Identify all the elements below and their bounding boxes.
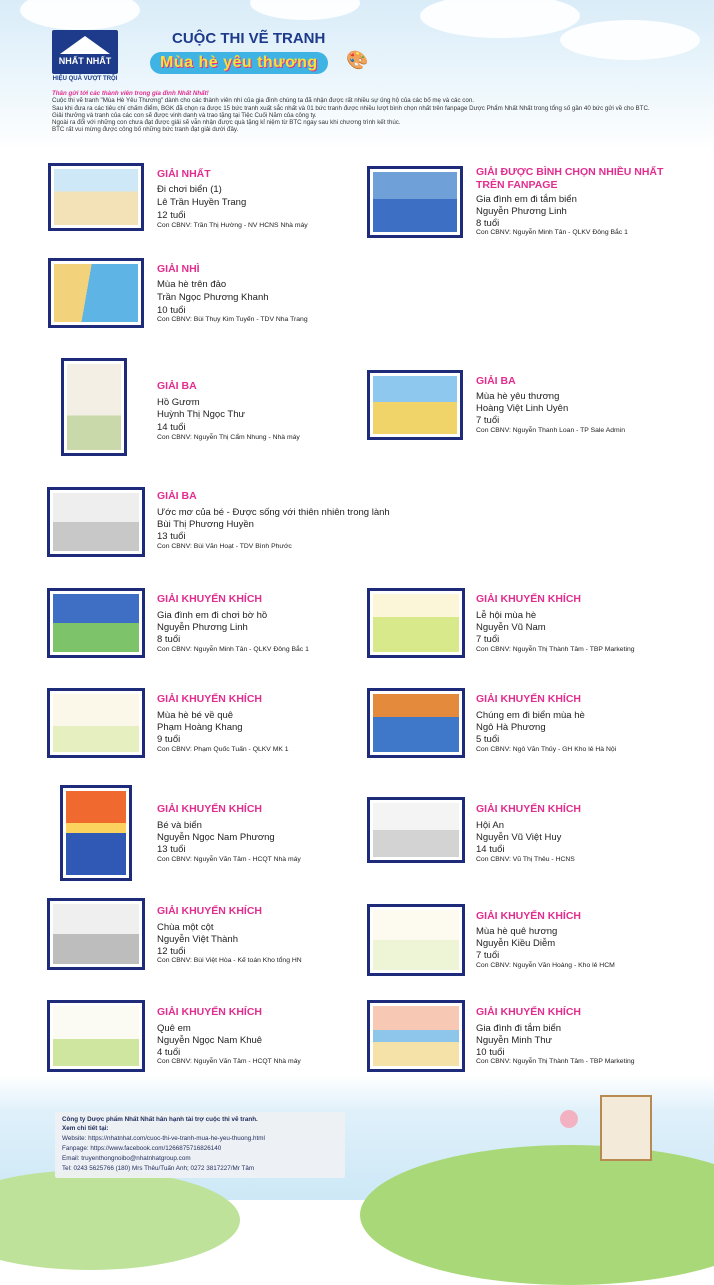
details-label: Xem chi tiết tại: [62, 1125, 109, 1132]
artist-name: Nguyễn Ngọc Nam Khuê [157, 1035, 263, 1046]
parent-info: Con CBNV: Nguyễn Văn Hoàng - Kho lẻ HCM [476, 962, 615, 969]
artwork-thumbnail[interactable] [60, 785, 132, 881]
intro-line: Cuộc thi vẽ tranh "Mùa Hè Yêu Thương" dành cho các thành viên nhí của gia đình chúng ta đã nhận được rất nhiều sự ủng hộ của các bố mẹ và các con. [52, 97, 475, 105]
artwork-title: Mùa hè bé về quê [157, 710, 234, 721]
artwork-thumbnail[interactable] [367, 688, 465, 758]
cloud [420, 0, 580, 38]
intro-line: BTC rất vui mừng được công bố những bức tranh đạt giải dưới đây. [52, 126, 239, 134]
artist-name: Huỳnh Thị Ngọc Thư [157, 409, 245, 420]
artist-name: Nguyễn Phương Linh [157, 622, 248, 633]
prize-label: GIẢI KHUYẾN KHÍCH [476, 593, 582, 605]
artwork-title: Chúng em đi biển mùa hè [476, 710, 585, 721]
prize-label: GIẢI BA [157, 380, 197, 392]
brand-name: NHẤT NHẤT [58, 56, 112, 66]
artwork-thumbnail[interactable] [367, 904, 465, 976]
artist-name: Ngô Hà Phương [476, 722, 546, 733]
cloud [20, 0, 140, 30]
artist-age: 7 tuổi [476, 950, 500, 961]
prize-label: GIẢI KHUYẾN KHÍCH [157, 693, 263, 705]
parent-info: Con CBNV: Nguyễn Văn Tâm - HCQT Nhà máy [157, 856, 301, 863]
artist-name: Nguyễn Kiều Diễm [476, 938, 556, 949]
artwork-thumbnail[interactable] [61, 358, 127, 456]
artist-age: 13 tuổi [157, 531, 186, 542]
logo-emblem [52, 30, 118, 74]
artist-age: 10 tuổi [157, 305, 186, 316]
parent-info: Con CBNV: Ngô Văn Thủy - GH Kho lẻ Hà Nội [476, 746, 617, 753]
artwork-thumbnail[interactable] [367, 166, 463, 238]
artist-age: 12 tuổi [157, 210, 186, 221]
website-link[interactable]: Website: https://nhatnhat.com/cuoc-thi-ve-tranh-mua-he-yeu-thuong.html [62, 1135, 265, 1142]
parent-info: Con CBNV: Nguyễn Văn Tâm - HCQT Nhà máy [157, 1058, 301, 1065]
brand-slogan: HIỆU QUẢ VƯỢT TRỘI [52, 76, 118, 82]
phone-info: Tel: 0243 5625766 (180) Mrs Thêu/Tuấn Anh; 0272 3817227/Mr Tâm [62, 1165, 255, 1172]
parent-info: Con CBNV: Bùi Văn Hoạt - TDV Bình Phước [157, 543, 292, 550]
parent-info: Con CBNV: Nguyễn Thị Thành Tâm - TBP Marketing [476, 646, 635, 653]
parent-info: Con CBNV: Nguyễn Thanh Loan - TP Sale Admin [476, 427, 625, 434]
artwork-title: Gia đình đi tắm biển [476, 1023, 562, 1034]
brand-logo[interactable] [52, 30, 118, 88]
hill [360, 1145, 714, 1285]
cloud [250, 0, 360, 20]
artist-age: 10 tuổi [476, 1047, 505, 1058]
prize-label: GIẢI KHUYẾN KHÍCH [157, 1006, 263, 1018]
prize-label: GIẢI NHÌ [157, 263, 200, 275]
artist-name: Hoàng Việt Linh Uyên [476, 403, 569, 414]
artwork-title: Hồ Gươm [157, 397, 200, 408]
prize-label: GIẢI KHUYẾN KHÍCH [476, 910, 582, 922]
artist-name: Nguyễn Ngọc Nam Phương [157, 832, 275, 843]
prize-label: GIẢI NHẤT [157, 168, 211, 180]
artist-age: 9 tuổi [157, 734, 181, 745]
artwork-title: Gia đình em đi chơi bờ hồ [157, 610, 268, 621]
artist-name: Phạm Hoàng Khang [157, 722, 243, 733]
artwork-thumbnail[interactable] [47, 688, 145, 758]
artist-age: 4 tuổi [157, 1047, 181, 1058]
mountain-icon [60, 36, 110, 54]
prize-label: GIẢI BA [157, 490, 197, 502]
artwork-title: Mùa hè quê hương [476, 926, 558, 937]
artwork-title: Lễ hội mùa hè [476, 610, 537, 621]
artwork-thumbnail[interactable] [47, 588, 145, 658]
artist-age: 7 tuổi [476, 634, 500, 645]
artwork-thumbnail[interactable] [47, 487, 145, 557]
prize-label: GIẢI KHUYẾN KHÍCH [476, 693, 582, 705]
artwork-title: Quê em [157, 1023, 191, 1034]
artist-name: Nguyễn Minh Thư [476, 1035, 552, 1046]
intro-greeting: Thân gửi tới các thành viên trong gia đình Nhất Nhất! [52, 90, 209, 97]
palette-icon: 🎨 [346, 50, 369, 70]
artist-age: 5 tuổi [476, 734, 500, 745]
parent-info: Con CBNV: Nguyễn Thị Cẩm Nhung - Nhà máy [157, 434, 300, 441]
prize-label-line2: TRÊN FANPAGE [476, 179, 558, 191]
parent-info: Con CBNV: Nguyễn Minh Tân - QLKV Đông Bắc 1 [157, 646, 309, 653]
artwork-thumbnail[interactable] [367, 588, 465, 658]
artwork-thumbnail[interactable] [48, 163, 144, 231]
prize-label: GIẢI ĐƯỢC BÌNH CHỌN NHIỀU NHẤT [476, 166, 664, 178]
prize-label: GIẢI KHUYẾN KHÍCH [476, 1006, 582, 1018]
prize-label: GIẢI KHUYẾN KHÍCH [157, 803, 263, 815]
artist-age: 7 tuổi [476, 415, 500, 426]
artwork-title: Hội An [476, 820, 504, 831]
artwork-thumbnail[interactable] [47, 898, 145, 970]
artist-age: 14 tuổi [157, 422, 186, 433]
page-title: CUỘC THI VẼ TRANH [172, 30, 326, 47]
artwork-title: Mùa hè yêu thương [476, 391, 560, 402]
parent-info: Con CBNV: Trần Thị Hường - NV HCNS Nhà máy [157, 222, 308, 229]
artist-age: 12 tuổi [157, 946, 186, 957]
artist-name: Nguyễn Việt Thành [157, 934, 238, 945]
artwork-thumbnail[interactable] [47, 1000, 145, 1072]
email-link[interactable]: Email: truyenthongnoibo@nhatnhatgroup.com [62, 1155, 191, 1162]
artist-name: Nguyễn Vũ Việt Huy [476, 832, 562, 843]
easel-icon [600, 1095, 652, 1161]
artwork-title: Đi chơi biển (1) [157, 184, 222, 195]
artwork-title: Ước mơ của bé - Được sống với thiên nhiên trong lành [157, 507, 390, 518]
parent-info: Con CBNV: Nguyễn Thị Thành Tâm - TBP Marketing [476, 1058, 635, 1065]
prize-label: GIẢI KHUYẾN KHÍCH [476, 803, 582, 815]
intro-line: Sau khi đưa ra các tiêu chí chấm điểm, BGK đã chọn ra được 15 bức tranh xuất sắc nhất và 01 bức tranh được nhiều lượt bình chọn nhất trên fanpage Dược Phẩm Nhất Nhất trong tổng số gần 40 bức gửi về cho BTC. [52, 104, 650, 112]
artwork-thumbnail[interactable] [367, 370, 463, 440]
artwork-thumbnail[interactable] [48, 258, 144, 328]
artist-age: 8 tuổi [157, 634, 181, 645]
artwork-thumbnail[interactable] [367, 797, 465, 863]
ball-icon [560, 1110, 578, 1128]
parent-info: Con CBNV: Phạm Quốc Tuấn - QLKV MK 1 [157, 746, 289, 753]
artist-age: 13 tuổi [157, 844, 186, 855]
parent-info: Con CBNV: Bùi Việt Hòa - Kế toán Kho tổng HN [157, 957, 302, 964]
prize-label: GIẢI BA [476, 375, 516, 387]
artwork-title: Chùa một cột [157, 922, 214, 933]
prize-label: GIẢI KHUYẾN KHÍCH [157, 905, 263, 917]
artist-name: Nguyễn Vũ Nam [476, 622, 546, 633]
artist-name: Bùi Thị Phương Huyền [157, 519, 254, 530]
artwork-title: Mùa hè trên đảo [157, 279, 227, 290]
hill [0, 1170, 240, 1270]
artwork-title: Bé và biển [157, 820, 202, 831]
artist-name: Trần Ngọc Phương Khanh [157, 292, 269, 303]
artist-age: 14 tuổi [476, 844, 505, 855]
artist-name: Lê Trần Huyền Trang [157, 197, 247, 208]
parent-info: Con CBNV: Bùi Thụy Kim Tuyến - TDV Nha Trang [157, 316, 308, 323]
intro-text [52, 90, 682, 134]
cloud [560, 20, 700, 60]
intro-line: Giải thưởng và tranh của các con sẽ được vinh danh và trao tặng tại Tiệc Cuối Năm của công ty. [52, 111, 317, 119]
intro-line: Ngoài ra đối với những con chưa đạt được giải sẽ vẫn nhận được quà tặng kỉ niệm từ BTC ngay sau khi chương trình kết thúc. [52, 119, 401, 127]
artist-name: Nguyễn Phương Linh [476, 206, 567, 217]
artist-age: 8 tuổi [476, 218, 500, 229]
artwork-thumbnail[interactable] [367, 1000, 465, 1072]
prize-label: GIẢI KHUYẾN KHÍCH [157, 593, 263, 605]
page-subtitle: Mùa hè yêu thương [150, 52, 328, 74]
parent-info: Con CBNV: Vũ Thị Thêu - HCNS [476, 856, 575, 863]
artwork-title: Gia đình em đi tắm biển [476, 194, 577, 205]
fanpage-link[interactable]: Fanpage: https://www.facebook.com/1266875716826140 [62, 1145, 222, 1152]
parent-info: Con CBNV: Nguyễn Minh Tân - QLKV Đông Bắc 1 [476, 229, 628, 236]
sponsor-text: Công ty Dược phẩm Nhất Nhất hân hạnh tài trợ cuộc thi vẽ tranh. [62, 1116, 258, 1123]
